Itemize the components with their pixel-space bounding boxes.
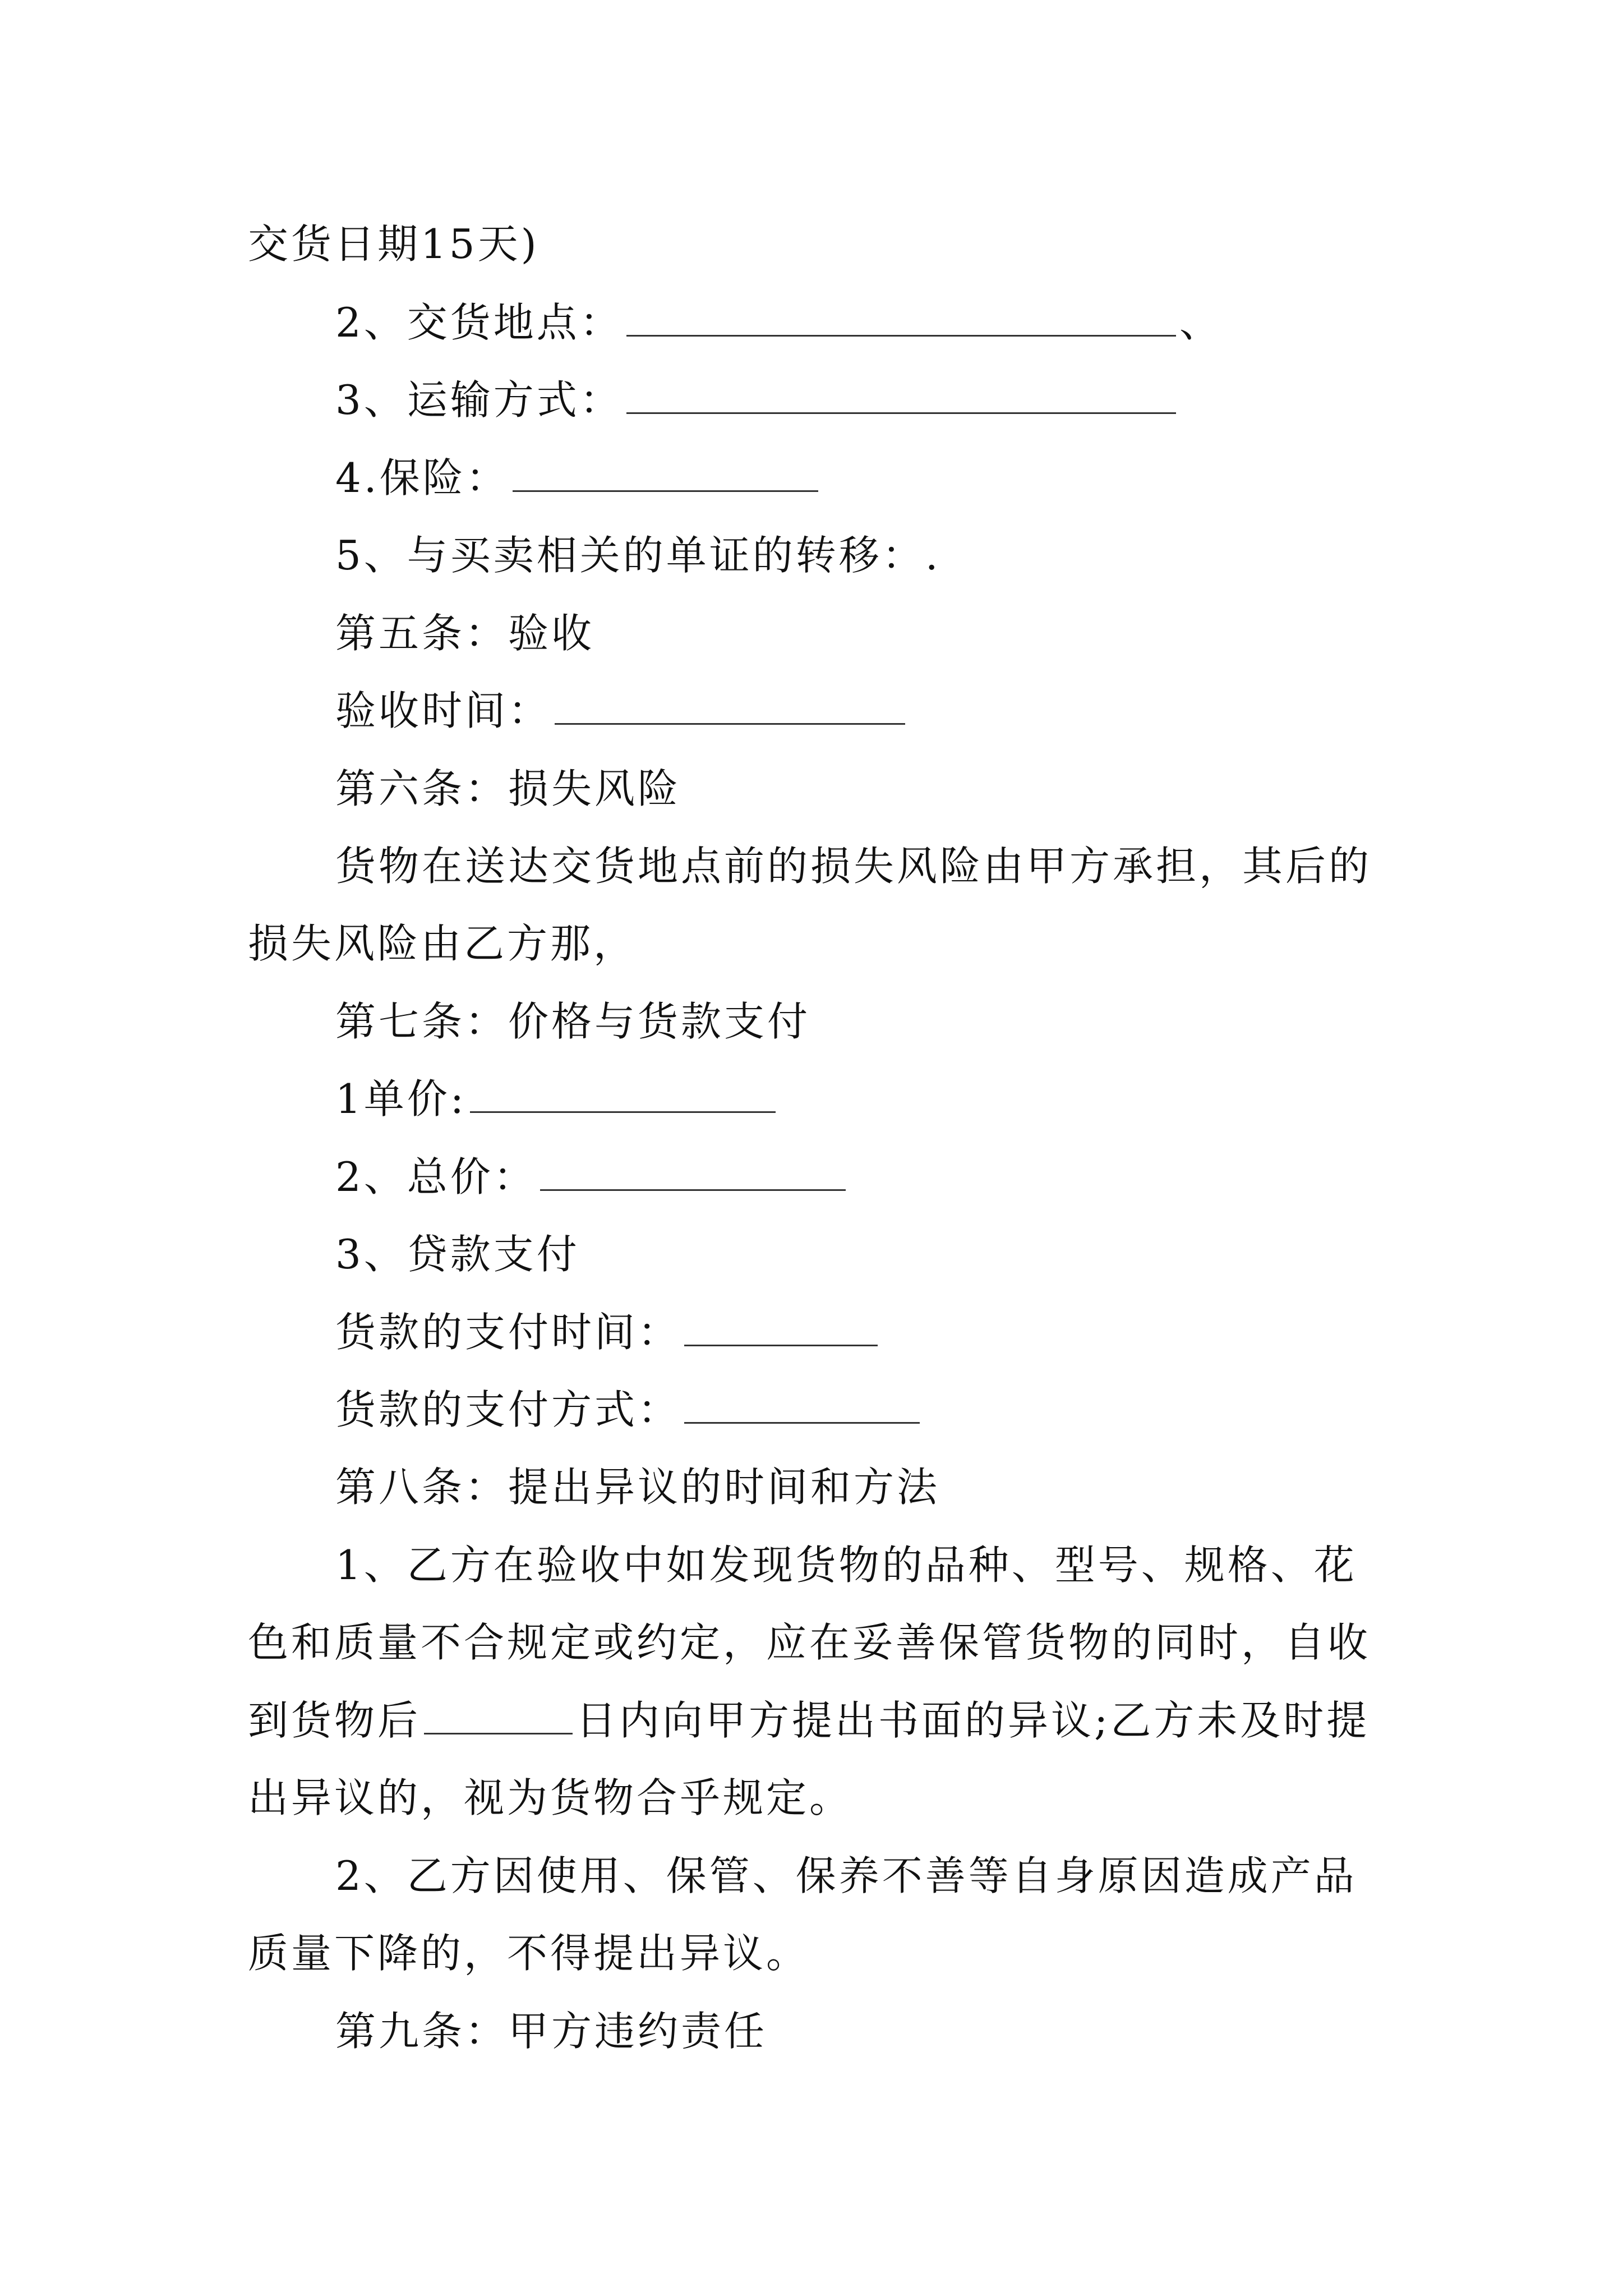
text: 2、乙方因使用、保管、保养不善等自身原因造成产品 xyxy=(335,1852,1357,1899)
heading: 第九条：甲方违约责任 xyxy=(335,2008,768,2055)
unit-price-line xyxy=(335,1060,1485,1138)
payment-time-field[interactable] xyxy=(684,1315,878,1346)
total-price-line xyxy=(335,1138,1485,1216)
delivery-location-line xyxy=(335,283,1485,362)
risk-paragraph-line-2 xyxy=(248,904,1398,983)
documents-transfer-line xyxy=(335,516,1485,595)
heading: 第七条：价格与货款支付 xyxy=(335,998,811,1045)
text: 5、与买卖相关的单证的转移：. xyxy=(335,532,941,579)
punctuation: 、 xyxy=(1179,299,1223,346)
unit-price-field[interactable] xyxy=(470,1082,776,1113)
label: 验收时间： xyxy=(335,687,552,734)
text: 1、乙方在验收中如发现货物的品种、型号、规格、花 xyxy=(335,1542,1357,1589)
inspection-time-field[interactable] xyxy=(555,694,905,725)
label: 2、总价： xyxy=(335,1153,537,1200)
objection-days-field[interactable] xyxy=(424,1704,573,1734)
text: 色和质量不合规定或约定，应在妥善保管货物的同时，自收 xyxy=(248,1619,1371,1666)
label: 3、运输方式： xyxy=(335,376,623,424)
article-8-heading xyxy=(335,1448,1485,1526)
text: 损失风险由乙方那， xyxy=(248,920,637,967)
text: 交货日期15天) xyxy=(248,220,540,268)
transport-method-field[interactable] xyxy=(626,383,1176,414)
label: 货款的支付时间： xyxy=(335,1309,681,1356)
label: 货款的支付方式： xyxy=(335,1386,681,1433)
heading: 第五条：验收 xyxy=(335,610,595,657)
text: 货物在送达交货地点前的损失风险由甲方承担，其后的 xyxy=(335,843,1372,890)
self-cause-paragraph-line-1 xyxy=(335,1837,1485,1915)
article-9-heading xyxy=(335,1992,1485,2070)
self-cause-paragraph-line-2 xyxy=(248,1914,1398,1993)
label: 4.保险： xyxy=(335,454,509,501)
text: 日内向甲方提出书面的异议;乙方未及时提 xyxy=(576,1697,1370,1744)
objection-paragraph-line-4 xyxy=(248,1759,1398,1837)
insurance-line xyxy=(335,439,1485,517)
text: 质量下降的，不得提出异议。 xyxy=(248,1930,810,1977)
payment-method-field[interactable] xyxy=(684,1393,920,1424)
transport-method-line xyxy=(335,361,1485,439)
text: 出异议的，视为货物合乎规定。 xyxy=(248,1774,853,1821)
text: 3、贷款支付 xyxy=(335,1231,580,1278)
payment-time-line xyxy=(335,1293,1485,1372)
loan-payment-line xyxy=(335,1215,1485,1294)
label: 2、交货地点： xyxy=(335,299,623,346)
inspection-time-line xyxy=(335,671,1485,750)
payment-method-line xyxy=(335,1370,1485,1449)
risk-paragraph-line-1 xyxy=(335,827,1485,905)
total-price-field[interactable] xyxy=(540,1160,846,1191)
insurance-field[interactable] xyxy=(513,461,818,492)
article-6-heading xyxy=(335,749,1485,828)
label: 1单价: xyxy=(335,1075,467,1122)
objection-paragraph-line-3 xyxy=(248,1681,1398,1760)
objection-paragraph-line-1 xyxy=(335,1526,1485,1604)
article-5-heading xyxy=(335,594,1485,673)
delivery-location-field[interactable] xyxy=(626,306,1176,337)
heading: 第八条：提出异议的时间和方法 xyxy=(335,1464,940,1511)
text: 到货物后 xyxy=(248,1697,421,1744)
objection-paragraph-line-2 xyxy=(248,1603,1398,1682)
delivery-date-line xyxy=(248,205,1398,283)
heading: 第六条：损失风险 xyxy=(335,765,681,812)
article-7-heading xyxy=(335,982,1485,1061)
